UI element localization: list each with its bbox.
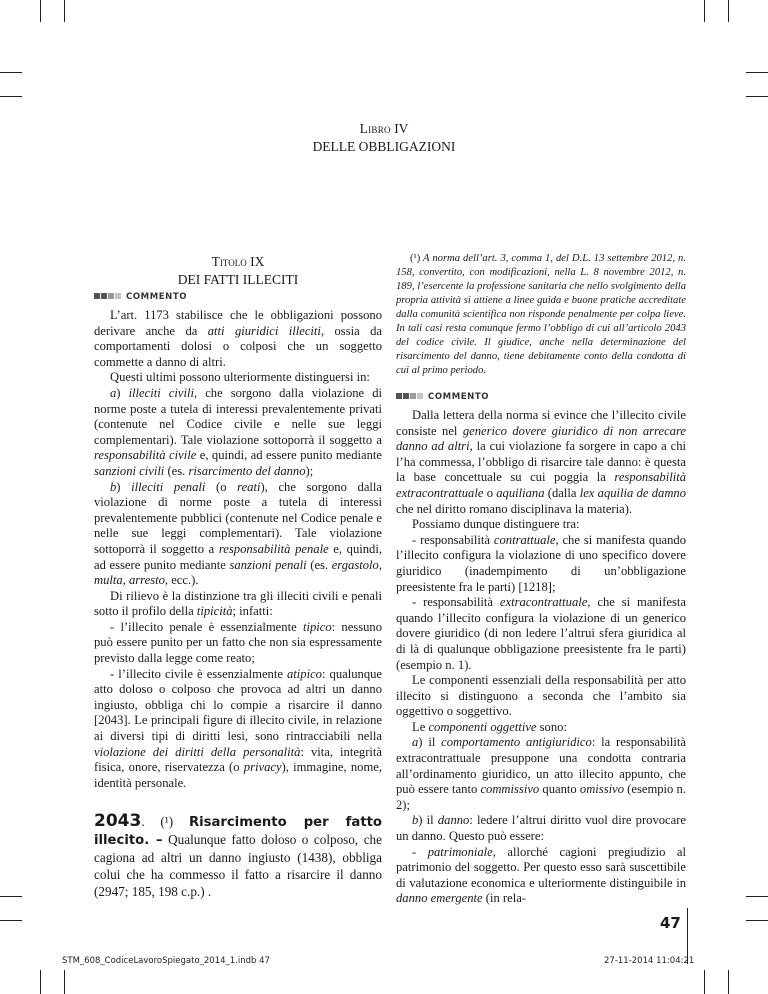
- title-heading: [94, 253, 382, 289]
- paragraph: Di rilievo è la distinzione tra gli illeciti civili e penali sotto il profilo della tipicità; infatti:: [94, 588, 382, 619]
- crop-mark: [728, 970, 729, 994]
- paragraph: Possiamo dunque distinguere tra:: [412, 517, 580, 532]
- list-item: - l’illecito penale è essenzialmente tipico: nessuno può essere punito per un fatto che non sia espressamente previsto dalla legge come reato;: [94, 619, 382, 666]
- page-number: 47: [660, 914, 681, 932]
- title-number: IX: [250, 254, 265, 269]
- crop-mark: [728, 0, 729, 22]
- commento-header: [396, 392, 686, 402]
- book-label: Libro: [359, 121, 391, 136]
- crop-mark: [704, 0, 705, 22]
- article-note-ref: . (¹): [141, 814, 189, 830]
- commento-label: COMMENTO: [126, 292, 188, 302]
- crop-mark: [746, 896, 768, 897]
- list-item: - l’illecito civile è essenzialmente atipico: qualunque atto doloso o colposo che provoca ad altri un danno ingiusto, obbliga chi lo compie a risarcire il danno [2043]. Le principali figure di illecito civile, in relazione ai diversi tipi di diritti lesi, sono rintracciabili nella violazione dei diritti della personalità: vita, integrità fisica, onore, riservatezza (o privacy), immagine, nome, identità personale.: [94, 666, 383, 790]
- paragraph: Questi ultimi possono ulteriormente distinguersi in:: [110, 370, 370, 385]
- crop-mark: [64, 0, 65, 22]
- crop-mark: [40, 0, 41, 22]
- list-item: a) illeciti civili, che sorgono dalla violazione di norme poste a tutela di interessi prevalentemente privati (contenute nel Codice civile e nelle sue leggi complementari). Tale violazione sottoporrà il soggetto a responsabilità civile e, quindi, ad essere punito mediante sanzioni civili (es. risarcimento del danno);: [94, 385, 383, 478]
- crop-mark: [746, 920, 768, 921]
- footnote-text: A norma dell’art. 3, comma 1, del D.L. 13 settembre 2012, n. 158, convertito, con modificazioni, nella L. 8 novembre 2012, n. 189, l’esercente la professione sanitaria che nello svolgimento della propria attività si attiene a linee guida e buone pratiche accreditate dalla comunità scientifica non risponde penalmente per colpa lieve. In tali casi resta comunque fermo l’obbligo di cui all’articolo 2043 del codice civile. Il giudice, anche nella determinazione del risarcimento del danno, tiene debitamente conto della condotta di cui al primo periodo.: [396, 253, 686, 376]
- crop-mark: [0, 72, 22, 73]
- list-item: b) illeciti penali (o reati), che sorgono dalla violazione di norme poste a tutela di interessi prevalentemente pubblici (contenute nel Codice penale e nelle sue leggi complementari). Tale violazione sottoporrà il soggetto a responsabilità penale e, quindi, ad essere punito mediante sanzioni penali (es. ergastolo, multa, arresto, ecc.).: [94, 479, 383, 588]
- crop-mark: [746, 72, 768, 73]
- crop-mark: [0, 896, 22, 897]
- list-item: - responsabilità contrattuale, che si manifesta quando l’illecito configura la violazione di uno specifico dovere giuridico (inadempimento di un’obbligazione preesistente fra le parti) [1218];: [396, 532, 686, 594]
- article-text: Qualunque fatto doloso o colposo, che cagiona ad altri un danno ingiusto (1438), obbliga colui che ha commesso il fatto a risarcire il danno (2947; 185, 198 c.p.) .: [94, 832, 382, 900]
- left-column: [94, 292, 382, 900]
- article-heading: Risarcimento per fatto illecito. –: [94, 815, 382, 849]
- paragraph: Le componenti oggettive sono:: [412, 719, 567, 734]
- commento-squares-icon: [396, 392, 424, 402]
- title-label: Titolo: [211, 254, 247, 269]
- list-item: a) il comportamento antigiuridico: la responsabilità extracontrattuale presuppone una condotta contraria all’ordinamento giuridico, un atto illecito appunto, che può essere tanto commissivo quanto omissivo (esempio n. 2);: [396, 735, 687, 812]
- paragraph: L’art. 1173 stabilisce che le obbligazioni possono derivare anche da atti giuridici illeciti, ossia da comportamenti dolosi o colposi che un soggetto commette a danno di altri.: [94, 308, 382, 369]
- crop-mark: [0, 96, 22, 97]
- paragraph: Dalla lettera della norma si evince che l’illecito civile consiste nel generico dovere giuridico di non arrecare danno ad altri, la cui violazione fa sorgere in capo a chi l’ha commessa, l’obbligo di risarcire tale danno: è questa la base concettuale su cui poggia la responsabilità extracontrattuale o aquiliana (dalla lex aquilia de damno che nel diritto romano disciplinava la materia).: [396, 408, 687, 516]
- crop-mark: [40, 970, 41, 994]
- footer-date: 27-11-2014 11:04:21: [604, 956, 695, 966]
- crop-mark: [0, 920, 22, 921]
- footnote-marker: (¹): [410, 253, 421, 264]
- right-commento-text: [396, 408, 686, 907]
- list-item: - responsabilità extracontrattuale, che si manifesta quando l’illecito configura la violazione di un generico dovere giuridico (di non ledere l’altrui sfera giuridica al di là di qualunque obbligazione preesistente fra le parti) (esempio n. 1).: [396, 595, 686, 672]
- article-number: 2043: [94, 811, 142, 832]
- crop-mark: [746, 96, 768, 97]
- paragraph: Le componenti essenziali della responsabilità per atto illecito si distinguono a seconda che l’ambito sia oggettivo o soggettivo.: [396, 673, 686, 719]
- commento-label: COMMENTO: [428, 392, 490, 402]
- article-2043: [94, 813, 382, 900]
- commento-header: [94, 292, 382, 302]
- crop-mark: [64, 970, 65, 994]
- commento-squares-icon: [94, 292, 122, 302]
- left-commento-text: [94, 308, 382, 791]
- book-number: IV: [394, 121, 409, 136]
- list-item: - patrimoniale, allorché cagioni pregiudizio al patrimonio del soggetto. Per questo esso sarà suscettibile di valutazione economica e ulteriormente distinguibile in danno emergente (in rela-: [396, 844, 687, 906]
- footer-file: STM_608_CodiceLavoroSpiegato_2014_1.indb 47: [62, 956, 270, 966]
- crop-mark: [704, 970, 705, 994]
- footnote: [396, 252, 686, 378]
- list-item: b) il danno: ledere l’altrui diritto vuol dire provocare un danno. Questo può essere:: [396, 813, 686, 844]
- book-heading: [0, 120, 768, 156]
- book-name: DELLE OBBLIGAZIONI: [312, 139, 456, 154]
- title-name: DEI FATTI ILLECITI: [177, 272, 299, 287]
- right-column: [396, 252, 686, 907]
